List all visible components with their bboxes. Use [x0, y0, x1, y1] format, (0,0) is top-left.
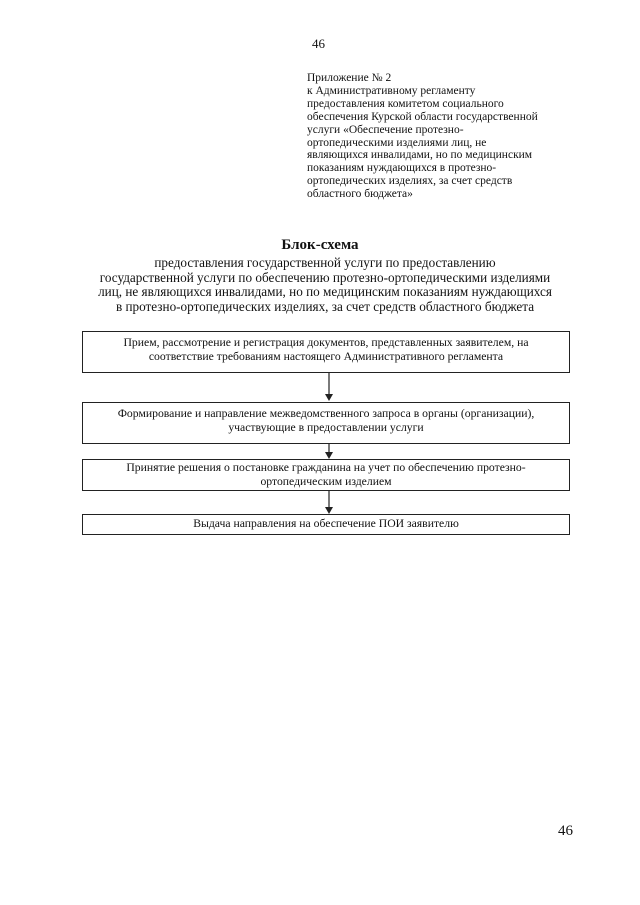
step-line: Прием, рассмотрение и регистрация документов, представленных заявителем, на — [123, 336, 529, 349]
appendix-line: обеспечения Курской области государственной — [307, 110, 538, 123]
flow-arrowhead-1 — [325, 394, 333, 401]
document-title: Блок-схема — [281, 237, 359, 253]
appendix-line: ортопедических изделиях, за счет средств — [307, 175, 513, 188]
subtitle-line: лиц, не являющихся инвалидами, но по медицинским показаниям нуждающихся — [98, 284, 552, 299]
flow-arrowhead-2 — [325, 452, 333, 459]
step-line: соответствие требованиям настоящего Административного регламента — [148, 350, 504, 363]
appendix-line: ортопедическими изделиями лиц, не — [307, 136, 487, 149]
appendix-line: показаниям нуждающихся в протезно- — [307, 162, 497, 175]
flow-step-reception — [82, 331, 570, 373]
appendix-line: Приложение № 2 — [307, 72, 392, 84]
step-line: участвующие в предоставлении услуги — [228, 421, 424, 434]
appendix-line: являющихся инвалидами, но по медицинским — [307, 149, 533, 162]
page-number-bottom: 46 — [558, 823, 573, 839]
flow-step-interagency-request — [82, 402, 570, 444]
subtitle-line: государственной услуги по обеспечению протезно-ортопедическими изделиями — [99, 269, 551, 285]
appendix-line: услуги «Обеспечение протезно- — [307, 123, 464, 136]
appendix-line: областного бюджета» — [307, 188, 413, 201]
appendix-line: предоставления комитетом социального — [307, 97, 504, 110]
flow-step-issuance — [82, 514, 570, 535]
appendix-line: к Административному регламенту — [307, 84, 476, 97]
step-line: ортопедическим изделием — [260, 475, 392, 488]
step-line: Принятие решения о постановке гражданина на учет по обеспечению протезно- — [126, 461, 526, 474]
page-number-top: 46 — [312, 36, 325, 51]
flow-step-decision — [82, 459, 570, 491]
step-line: Выдача направления на обеспечение ПОИ заявителю — [193, 517, 459, 530]
flow-arrowhead-3 — [325, 507, 333, 514]
subtitle-line: в протезно-ортопедических изделиях, за счет средств областного бюджета — [115, 298, 535, 314]
step-line: Формирование и направление межведомственного запроса в органы (организации), — [117, 407, 535, 420]
subtitle-line: предоставления государственной услуги по предоставлению — [154, 255, 496, 270]
